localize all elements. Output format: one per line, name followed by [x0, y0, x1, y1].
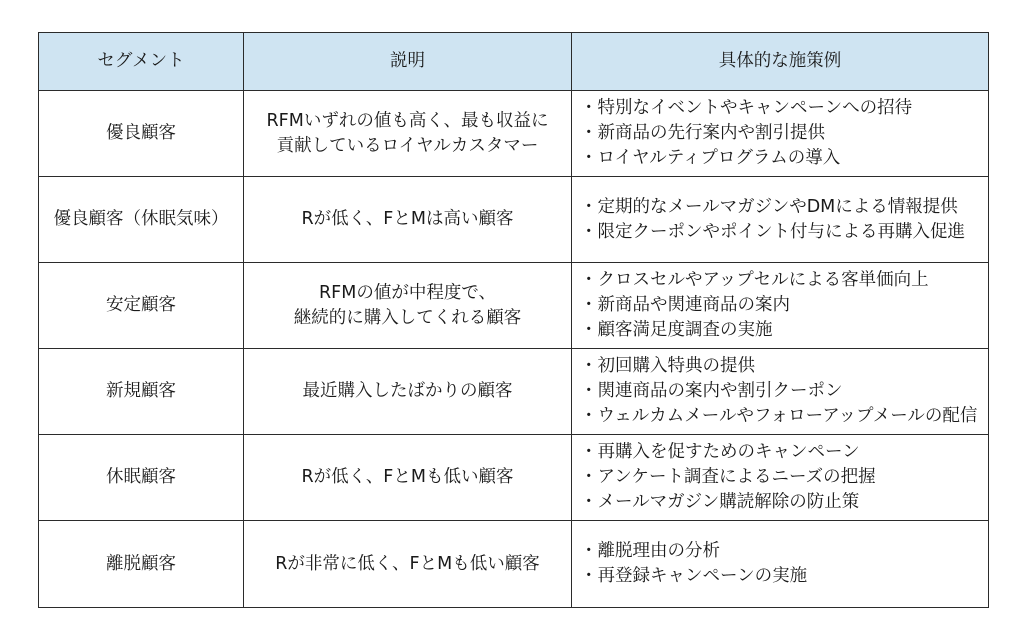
example-item: ・顧客満足度調査の実施	[580, 320, 773, 340]
segment-examples	[572, 521, 989, 608]
description-line: 貢献しているロイヤルカスタマー	[276, 135, 539, 156]
description-line: RFMいずれの値も高く、最も収益に	[266, 110, 549, 131]
example-item: ・関連商品の案内や割引クーポン	[580, 381, 843, 401]
description-line: RFMの値が中程度で、	[319, 282, 496, 303]
example-item: ・離脱理由の分析	[580, 541, 720, 561]
table-header-row	[39, 33, 989, 91]
segment-description	[244, 177, 572, 263]
segment-name: 優良顧客	[39, 91, 244, 177]
segment-examples	[572, 435, 989, 521]
example-item: ・ウェルカムメールやフォローアップメールの配信	[580, 406, 978, 426]
table-row	[39, 521, 989, 608]
table-row	[39, 177, 989, 263]
example-item: ・アンケート調査によるニーズの把握	[580, 467, 876, 487]
table-row	[39, 349, 989, 435]
example-item: ・定期的なメールマガジンやDMによる情報提供	[580, 196, 958, 217]
segment-name: 優良顧客（休眠気味）	[39, 177, 244, 263]
example-item: ・ロイヤルティプログラムの導入	[580, 148, 841, 168]
segment-description	[244, 435, 572, 521]
description-line: Rが非常に低く、FとMも低い顧客	[275, 553, 540, 574]
example-item: ・新商品の先行案内や割引提供	[580, 123, 825, 143]
table-row	[39, 91, 989, 177]
example-item: ・再購入を促すためのキャンペーン	[580, 442, 860, 462]
segment-examples	[572, 177, 989, 263]
example-item: ・限定クーポンやポイント付与による再購入促進	[580, 221, 965, 242]
segment-description	[244, 349, 572, 435]
example-item: ・メールマガジン購読解除の防止策	[580, 492, 860, 512]
segment-description	[244, 91, 572, 177]
header-segment: セグメント	[39, 33, 244, 91]
example-item: ・再登録キャンペーンの実施	[580, 566, 808, 586]
header-description: 説明	[244, 33, 572, 91]
example-item: ・特別なイベントやキャンペーンへの招待	[580, 98, 913, 118]
description-line: 継続的に購入してくれる顧客	[293, 307, 522, 328]
example-item: ・初回購入特典の提供	[580, 356, 755, 376]
description-line: 最近購入したばかりの顧客	[302, 381, 513, 401]
segment-examples	[572, 91, 989, 177]
header-examples: 具体的な施策例	[572, 33, 989, 91]
segment-table	[38, 32, 989, 608]
segment-name: 新規顧客	[39, 349, 244, 435]
segment-name: 安定顧客	[39, 263, 244, 349]
description-line: Rが低く、FとMも低い顧客	[301, 467, 514, 487]
segment-name: 離脱顧客	[39, 521, 244, 608]
table-row	[39, 263, 989, 349]
table-row	[39, 435, 989, 521]
example-item: ・新商品や関連商品の案内	[580, 295, 790, 315]
segment-examples	[572, 349, 989, 435]
segment-description	[244, 521, 572, 608]
example-item: ・クロスセルやアップセルによる客単価向上	[580, 270, 929, 290]
description-line: Rが低く、FとMは高い顧客	[301, 209, 514, 229]
segment-examples	[572, 263, 989, 349]
segment-description	[244, 263, 572, 349]
segment-name: 休眠顧客	[39, 435, 244, 521]
